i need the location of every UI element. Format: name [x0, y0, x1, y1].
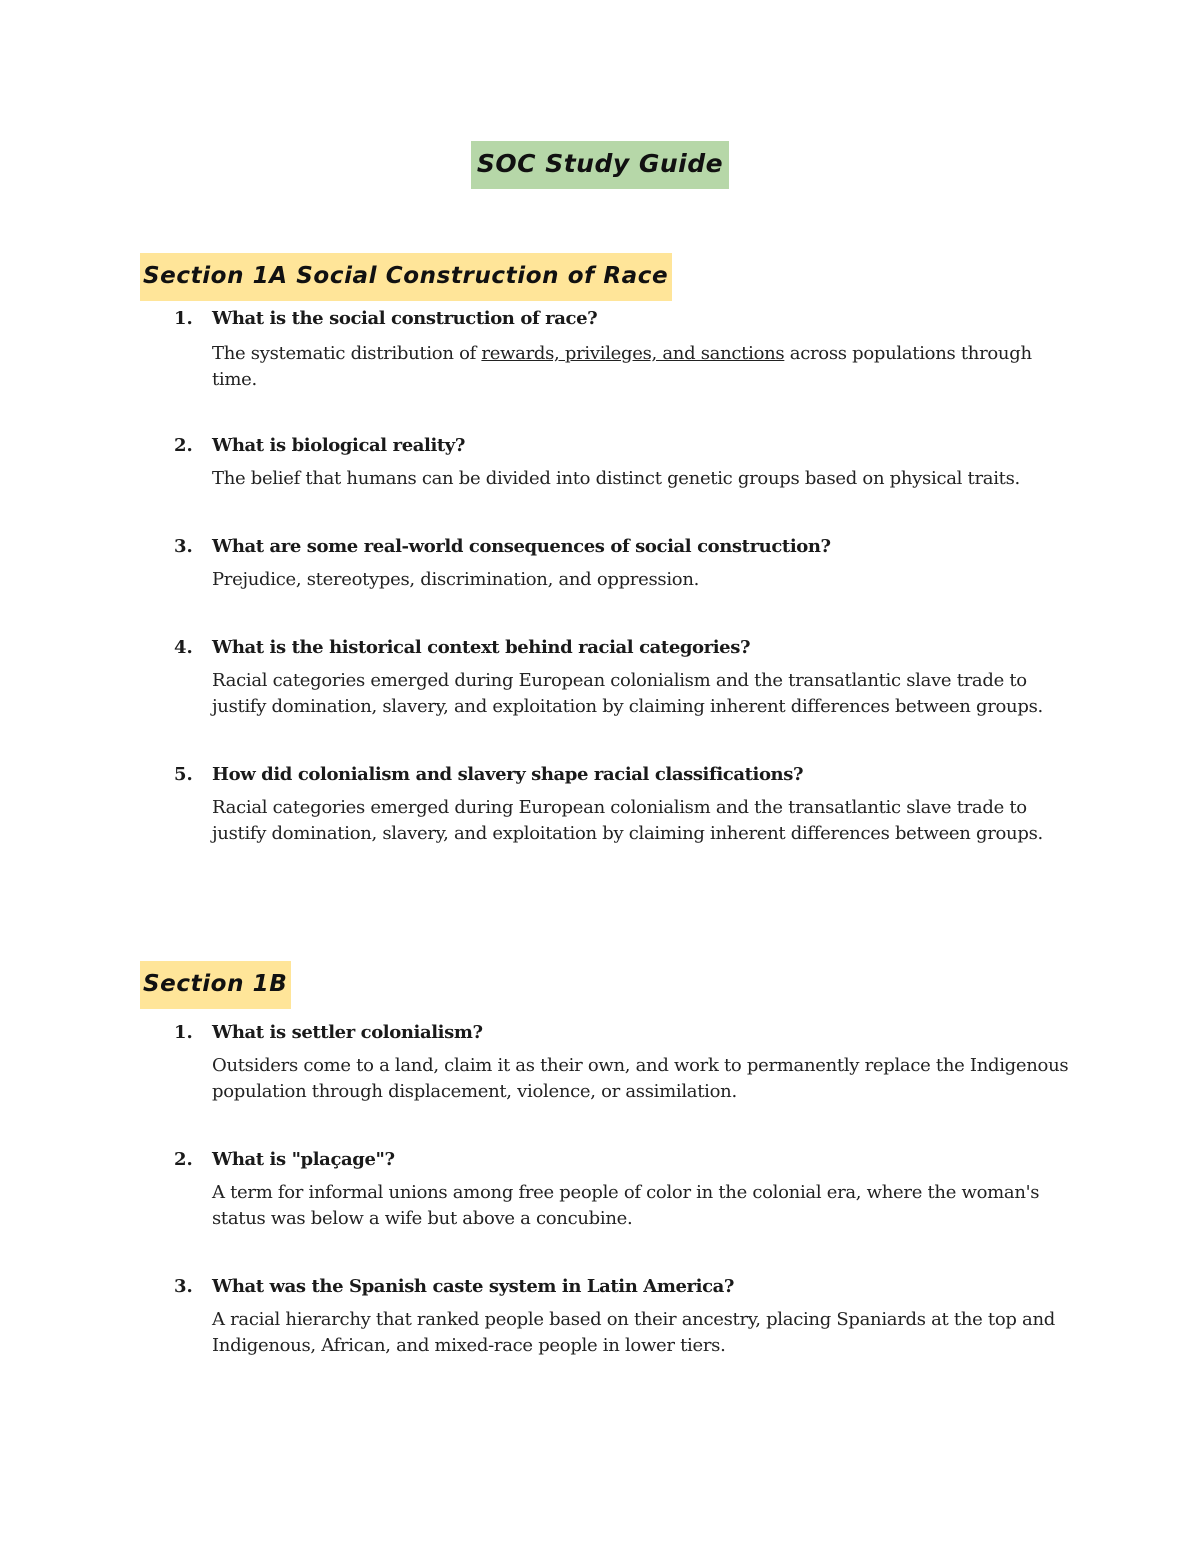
qa-item: [0, 306, 1200, 393]
answer-text: A term for informal unions among free people of color in the colonial era, where the woman's status was below a wife but above a concubine.: [212, 1182, 1040, 1229]
question-number: 2.: [174, 1149, 193, 1170]
document-title: SOC Study Guide: [471, 141, 729, 189]
question-text: What is settler colonialism?: [212, 1022, 483, 1043]
question-text: What are some real-world consequences of social construction?: [212, 536, 831, 557]
question-number: 3.: [174, 1276, 193, 1297]
answer-suffix: across populations through time.: [212, 343, 1032, 390]
qa-item: [0, 762, 1200, 847]
question-text: What is the historical context behind racial categories?: [212, 637, 751, 658]
question-number: 1.: [174, 1022, 193, 1043]
answer-text: Prejudice, stereotypes, discrimination, and oppression.: [212, 569, 700, 590]
answer-prefix: The systematic distribution of: [212, 343, 482, 364]
answer-text: Racial categories emerged during European colonialism and the transatlantic slave trade to justify domination, slavery, and exploitation by claiming inherent differences between groups.: [212, 797, 1043, 844]
question-number: 1.: [174, 308, 193, 329]
section-1a-heading: Section 1A Social Construction of Race: [140, 253, 672, 301]
qa-item: [0, 1147, 1200, 1232]
question-number: 5.: [174, 764, 193, 785]
qa-item: [0, 433, 1200, 492]
answer-text: A racial hierarchy that ranked people based on their ancestry, placing Spaniards at the top and Indigenous, African, and mixed-race people in lower tiers.: [212, 1309, 1055, 1356]
question-number: 4.: [174, 637, 193, 658]
question-number: 2.: [174, 435, 193, 456]
answer-text: The belief that humans can be divided into distinct genetic groups based on physical traits.: [212, 468, 1020, 489]
question-text: What is "plaçage"?: [212, 1149, 395, 1170]
title-wrapper: [0, 141, 1200, 189]
question-text: What is biological reality?: [212, 435, 466, 456]
section-1b-list: [0, 1020, 1200, 1359]
qa-item: [0, 1274, 1200, 1359]
section-1a-list: [0, 306, 1200, 847]
answer-text: Racial categories emerged during European colonialism and the transatlantic slave trade to justify domination, slavery, and exploitation by claiming inherent differences between groups.: [212, 670, 1043, 717]
answer-underlined-phrase: rewards, privileges, and sanctions: [481, 343, 785, 364]
qa-item: [0, 635, 1200, 720]
question-text: What was the Spanish caste system in Latin America?: [212, 1276, 735, 1297]
answer-text: Outsiders come to a land, claim it as their own, and work to permanently replace the Indigenous population through displacement, violence, or assimilation.: [212, 1055, 1069, 1102]
question-text: What is the social construction of race?: [212, 308, 598, 329]
section-1b-heading: Section 1B: [140, 961, 291, 1009]
question-text: How did colonialism and slavery shape racial classifications?: [212, 764, 804, 785]
qa-item: [0, 534, 1200, 593]
qa-item: [0, 1020, 1200, 1105]
answer-text: [212, 341, 1070, 393]
question-number: 3.: [174, 536, 193, 557]
